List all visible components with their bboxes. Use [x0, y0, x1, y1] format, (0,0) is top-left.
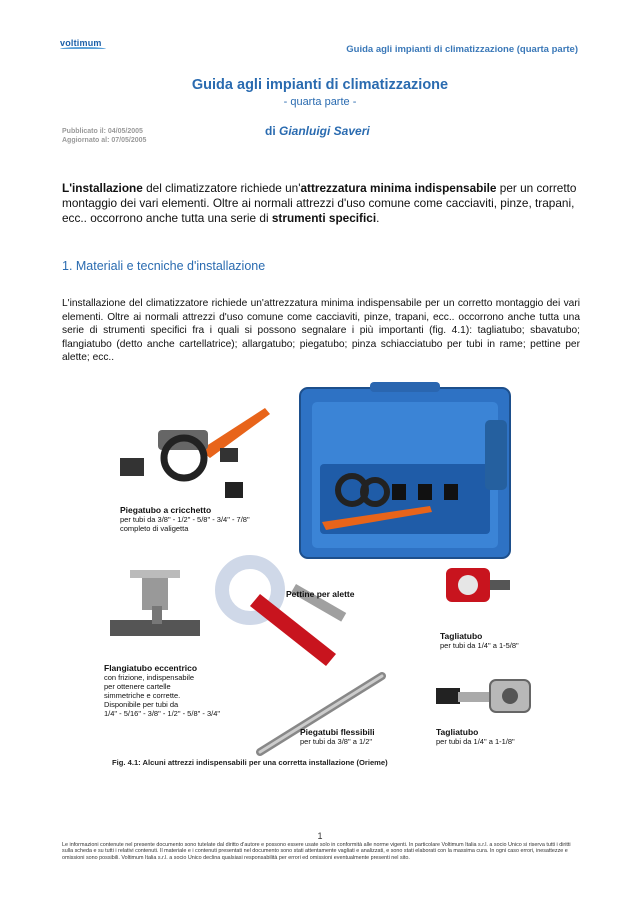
lead-text-2: per un corretto montaggio dei vari elementi. Oltre ai normali attrezzi d'uso comune come cacciaviti, pinze, trapani, ecc.. occorrono anche tutta una serie di	[62, 181, 577, 225]
label-title: Flangiatubo eccentrico	[104, 663, 198, 673]
label-fin-comb	[286, 590, 355, 599]
footer-disclaimer: Le informazioni contenute nel presente documento sono tutelate dal diritto d'autore e possono essere usate solo in conformità alle norme vigenti. In particolare Voltimum Italia s.r.l. a socio Unico si riserva tutti i diritti sulla scheda e su tutti i relativi contenuti. Il materiale e i contenuti presentati nel documento sono stati attentamente vagliati e analizzati, e sono stati elaborati con la massima cura. In ogni caso errori, inesattezze e omissioni sono possibili. Voltimum Italia s.r.l. a socio Unico declina qualsiasi responsabilità per errori ed omissioni eventualmente presenti nel sito.	[62, 842, 571, 861]
label-flexible-bender	[300, 728, 375, 746]
document-subtitle: - quarta parte -	[283, 96, 357, 108]
flaring-tool-image	[110, 570, 200, 636]
lead-text-1: del climatizzatore richiede un'	[142, 181, 301, 195]
updated-date: Aggiornato al: 07/05/2005	[62, 137, 147, 144]
lead-paragraph	[62, 181, 582, 226]
logo-text: voltimum	[60, 38, 102, 48]
label-title: Tagliatubo	[440, 631, 483, 641]
label-line: per tubi da 3/8" - 1/2" - 5/8" - 3/4" - 7/8"	[120, 515, 250, 524]
label-line: per ottenere cartelle	[104, 682, 171, 691]
lead-bold-1: L'installazione	[62, 181, 143, 195]
logo-swoosh	[60, 47, 106, 51]
label-line: per tubi da 1/4" a 1-1/8"	[436, 737, 515, 746]
document-title: Guida agli impianti di climatizzazione	[191, 77, 449, 93]
label-flaring-tool	[104, 664, 220, 718]
author-prefix: di	[265, 124, 279, 138]
fin-comb-image	[222, 562, 346, 666]
label-title: Piegatubo a cricchetto	[120, 505, 212, 515]
running-title: Guida agli impianti di climatizzazione (quarta parte)	[346, 44, 578, 55]
label-line: Disponibile per tubi da	[104, 700, 179, 709]
label-line: simmetriche e corrette.	[104, 691, 181, 700]
label-title: Pettine per alette	[286, 589, 355, 599]
label-tube-cutter	[436, 728, 515, 746]
label-title: Tagliatubo	[436, 727, 479, 737]
publication-dates	[62, 127, 146, 145]
label-line: per tubi da 1/4" a 1-5/8"	[440, 641, 519, 650]
mini-tube-cutter-image	[446, 568, 510, 602]
label-ratchet-bender	[120, 506, 250, 533]
lead-bold-3: strumenti specifici	[271, 211, 377, 225]
lead-text-3: .	[376, 211, 380, 225]
voltimum-logo	[60, 38, 102, 48]
label-mini-tube-cutter	[440, 632, 519, 650]
figure-caption: Fig. 4.1: Alcuni attrezzi indispensabili per una corretta installazione (Orieme)	[112, 758, 388, 767]
section-heading: 1. Materiali e tecniche d'installazione	[62, 259, 266, 273]
label-line: per tubi da 3/8" a 1/2"	[300, 737, 373, 746]
lead-bold-2: attrezzatura minima indispensabile	[300, 181, 497, 195]
label-line: completo di valigetta	[120, 524, 189, 533]
tool-case-image	[300, 382, 510, 558]
section-body: L'installazione del climatizzatore richiede un'attrezzatura minima indispensabile per un corretto montaggio dei vari elementi. Oltre ai normali attrezzi d'uso comune come cacciaviti, pinze, trapani, ecc.. occorrono anche tutta una serie di strumenti specifici fra i quali si possono segnalare i più importanti (fig. 4.1): tagliatubo; sbavatubo; flangiatubo (detto anche cartellatrice); allargatubo; piegatubo; pinza schiacciatubo per tubi in rame; pettine per alette; ecc..	[62, 298, 580, 364]
author-line	[265, 124, 370, 138]
tube-cutter-image	[436, 680, 530, 712]
tools-figure	[100, 380, 560, 770]
label-line: 1/4" - 5/16" - 3/8" - 1/2" - 5/8" - 3/4"	[104, 709, 221, 718]
label-title: Piegatubi flessibili	[300, 727, 375, 737]
author-name: Gianluigi Saveri	[279, 124, 370, 138]
label-line: con frizione, indispensabile	[104, 673, 195, 682]
published-date: Pubblicato il: 04/05/2005	[62, 128, 143, 135]
ratchet-bender-image	[120, 408, 270, 498]
page-number: 1	[317, 831, 323, 841]
